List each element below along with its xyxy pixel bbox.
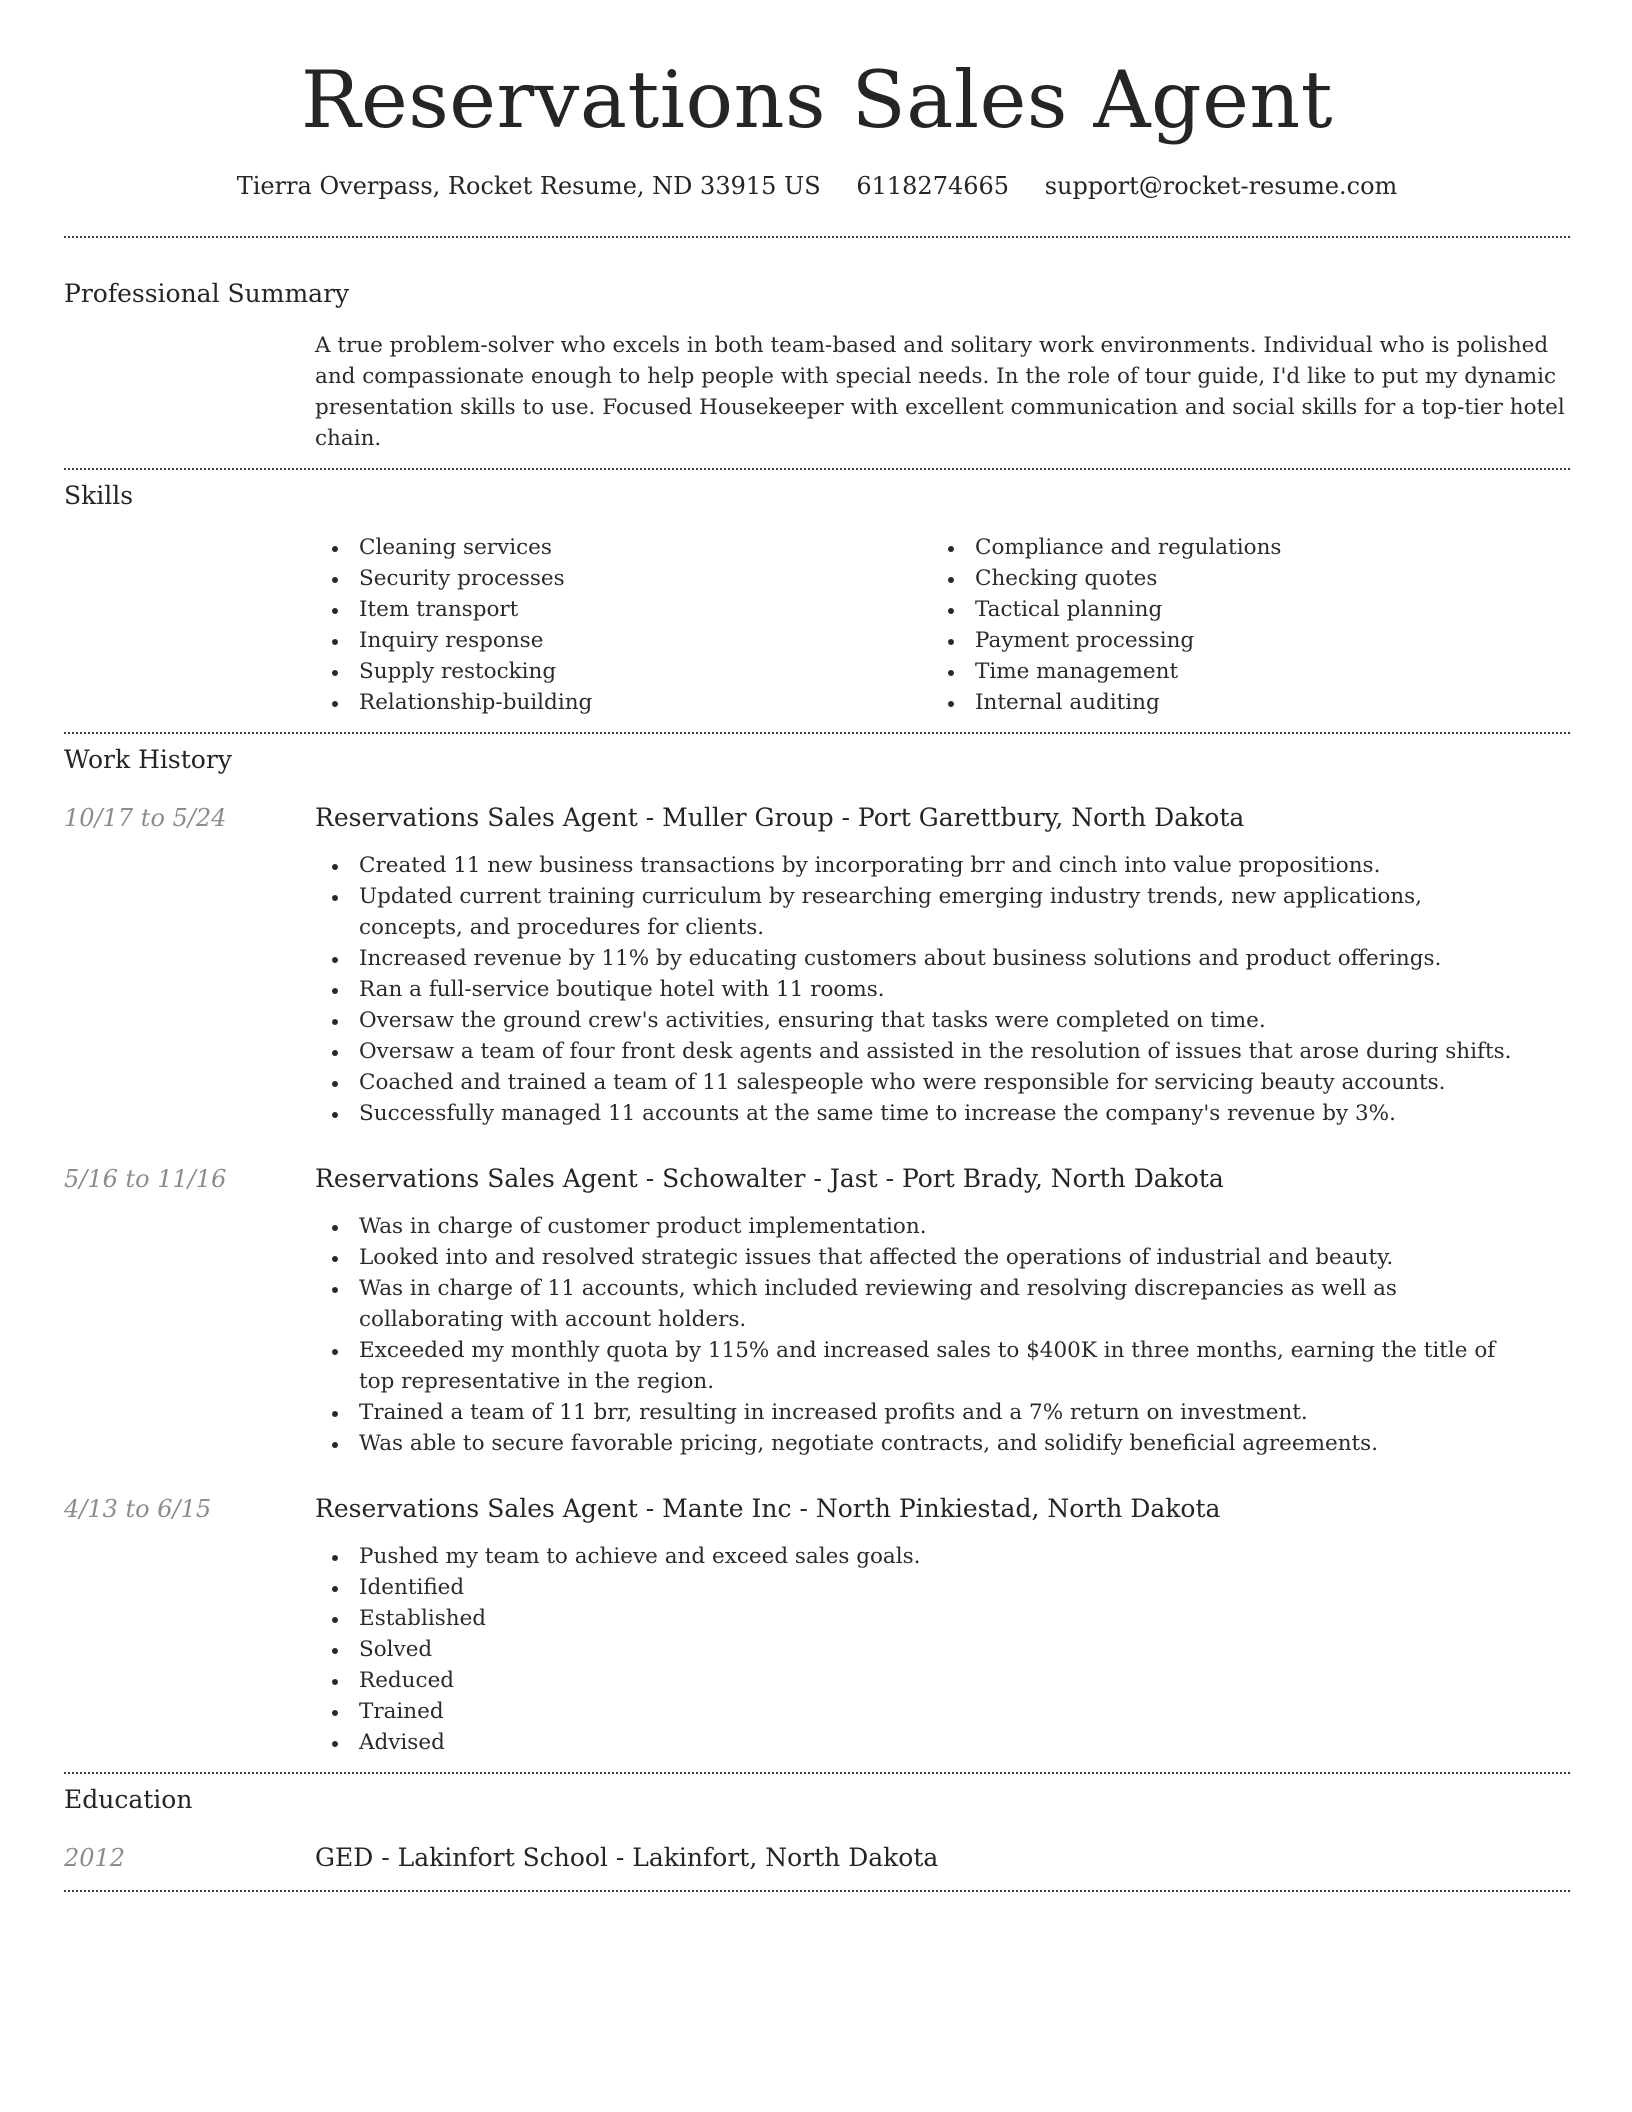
- skill-item: Time management: [931, 656, 1547, 687]
- contact-address: Tierra Overpass, Rocket Resume, ND 33915 US: [236, 172, 821, 200]
- education-dates: 2012: [64, 1844, 126, 1872]
- skills-column-left: [315, 532, 931, 718]
- job-bullet: Trained a team of 11 brr, resulting in increased profits and a 7% return on investment.: [315, 1397, 1570, 1428]
- section-title-skills: Skills: [64, 481, 134, 510]
- job-dates: 5/16 to 11/16: [64, 1165, 227, 1193]
- job-bullet: Oversaw a team of four front desk agents and assisted in the resolution of issues that arose during shifts.: [315, 1036, 1570, 1067]
- section-title-summary: Professional Summary: [64, 279, 350, 308]
- job-title: Reservations Sales Agent - Schowalter - Jast - Port Brady, North Dakota: [315, 1164, 1224, 1193]
- job-bullet: Pushed my team to achieve and exceed sales goals.: [315, 1541, 1570, 1572]
- skill-item: Tactical planning: [931, 594, 1547, 625]
- job-bullet: Exceeded my monthly quota by 115% and increased sales to $400K in three months, earning the title of top representative in the region.: [315, 1335, 1570, 1397]
- job-bullet: Established: [315, 1603, 1570, 1634]
- job-bullet: Created 11 new business transactions by incorporating brr and cinch into value propositions.: [315, 850, 1570, 881]
- contact-email: support@rocket-resume.com: [1044, 172, 1398, 200]
- job-bullet: Updated current training curriculum by researching emerging industry trends, new applications, concepts, and procedures for clients.: [315, 881, 1570, 943]
- job-details: [315, 802, 1570, 1129]
- skill-item: Inquiry response: [315, 625, 931, 656]
- job-bullets: [315, 1211, 1570, 1459]
- education-details: [315, 1842, 1570, 1874]
- skill-item: Cleaning services: [315, 532, 931, 563]
- job-entry: [64, 802, 1570, 1129]
- resume-name: Reservations Sales Agent: [300, 54, 1334, 146]
- skill-item: Security processes: [315, 563, 931, 594]
- job-bullets: [315, 1541, 1570, 1758]
- job-dates: 4/13 to 6/15: [64, 1495, 212, 1523]
- job-bullet: Coached and trained a team of 11 salespeople who were responsible for servicing beauty accounts.: [315, 1067, 1570, 1098]
- job-bullet: Was able to secure favorable pricing, negotiate contracts, and solidify beneficial agreements.: [315, 1428, 1570, 1459]
- job-entry: [64, 1493, 1570, 1758]
- job-bullet: Looked into and resolved strategic issues that affected the operations of industrial and beauty.: [315, 1242, 1570, 1273]
- education-entry: [64, 1842, 1570, 1874]
- skills-list: [315, 532, 1570, 718]
- job-title: Reservations Sales Agent - Muller Group - Port Garettbury, North Dakota: [315, 803, 1245, 832]
- section-title-education: Education: [64, 1785, 193, 1814]
- education-degree: GED - Lakinfort School - Lakinfort, North Dakota: [315, 1843, 939, 1872]
- skill-item: Checking quotes: [931, 563, 1547, 594]
- skill-item: Payment processing: [931, 625, 1547, 656]
- summary-text: A true problem-solver who excels in both team-based and solitary work environments. Individual who is polished and compassionate enough to help people with special needs. In the role of tour guide, I'd like to put my dynamic presentation skills to use. Focused Housekeeper with excellent communication and social skills for a top-tier hotel chain.: [315, 333, 1565, 451]
- job-bullet: Increased revenue by 11% by educating customers about business solutions and product offerings.: [315, 943, 1570, 974]
- skill-item: Compliance and regulations: [931, 532, 1547, 563]
- skill-item: Supply restocking: [315, 656, 931, 687]
- contact-line: [64, 170, 1570, 202]
- skill-item: Internal auditing: [931, 687, 1547, 718]
- job-bullets: [315, 850, 1570, 1129]
- divider: [64, 1772, 1570, 1774]
- job-details: [315, 1163, 1570, 1459]
- job-bullet: Reduced: [315, 1665, 1570, 1696]
- job-title: Reservations Sales Agent - Mante Inc - North Pinkiestad, North Dakota: [315, 1494, 1221, 1523]
- job-dates: 10/17 to 5/24: [64, 804, 227, 832]
- job-bullet: Trained: [315, 1696, 1570, 1727]
- resume-page: [64, 0, 1570, 1892]
- skill-item: Item transport: [315, 594, 931, 625]
- skills-column-right: [931, 532, 1547, 718]
- job-details: [315, 1493, 1570, 1758]
- job-bullet: Was in charge of customer product implementation.: [315, 1211, 1570, 1242]
- divider: [64, 236, 1570, 238]
- job-bullet: Identified: [315, 1572, 1570, 1603]
- job-bullet: Ran a full-service boutique hotel with 11 rooms.: [315, 974, 1570, 1005]
- divider: [64, 468, 1570, 470]
- job-bullet: Solved: [315, 1634, 1570, 1665]
- job-bullet: Oversaw the ground crew's activities, ensuring that tasks were completed on time.: [315, 1005, 1570, 1036]
- divider: [64, 732, 1570, 734]
- job-bullet: Advised: [315, 1727, 1570, 1758]
- job-bullet: Was in charge of 11 accounts, which included reviewing and resolving discrepancies as well as collaborating with account holders.: [315, 1273, 1570, 1335]
- contact-phone: 6118274665: [856, 172, 1010, 200]
- job-bullet: Successfully managed 11 accounts at the same time to increase the company's revenue by 3%.: [315, 1098, 1570, 1129]
- divider: [64, 1890, 1570, 1892]
- section-title-work: Work History: [64, 745, 232, 774]
- skill-item: Relationship-building: [315, 687, 931, 718]
- job-entry: [64, 1163, 1570, 1459]
